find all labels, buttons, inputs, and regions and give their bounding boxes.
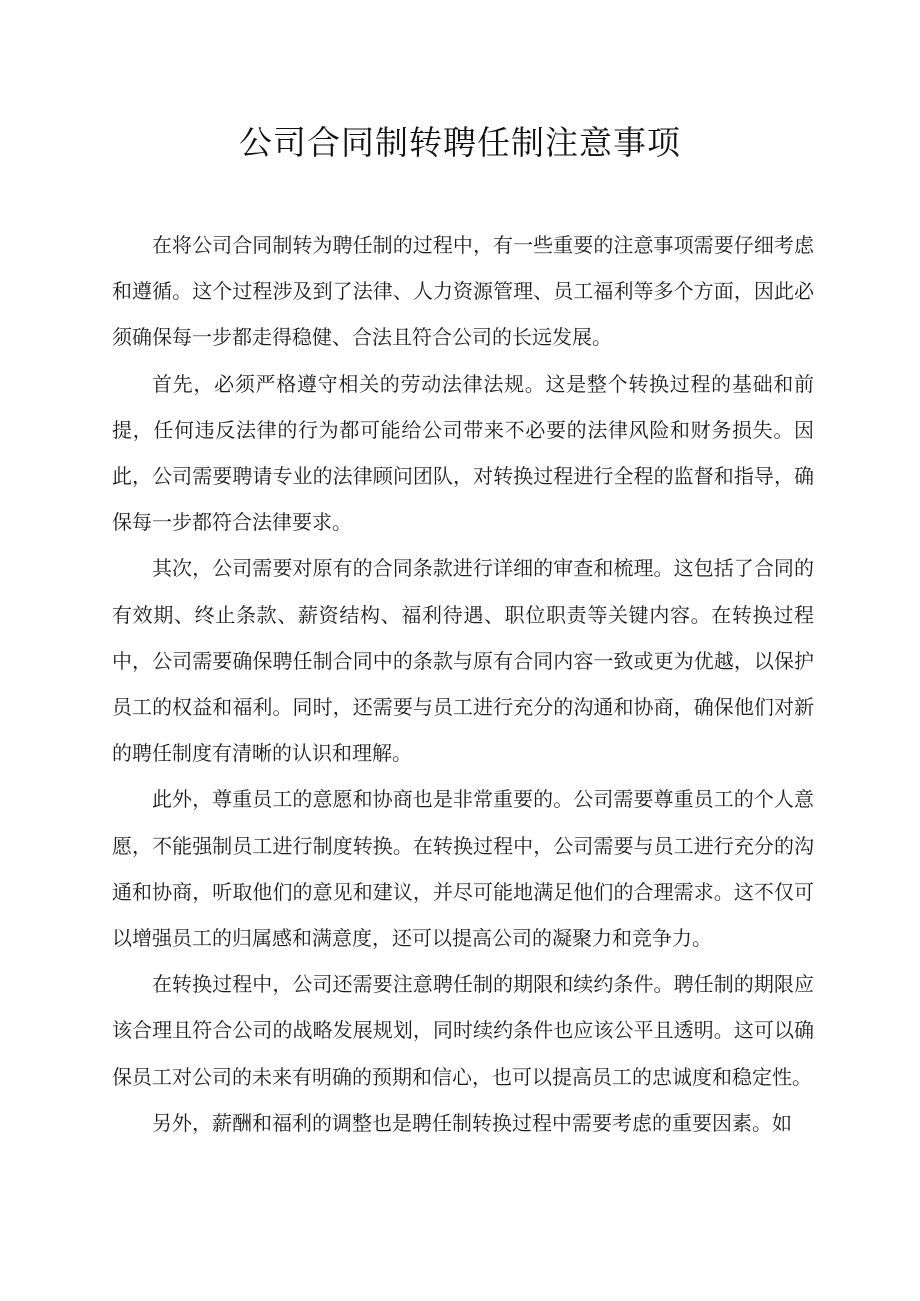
- paragraph-term-renewal: 在转换过程中，公司还需要注意聘任制的期限和续约条件。聘任制的期限应该合理且符合公司的战略发展规划，同时续约条件也应该公平且透明。这可以确保员工对公司的未来有明确的预期和信心，也可以提高员工的忠诚度和稳定性。: [112, 972, 814, 1089]
- document-title: 公司合同制转聘任制注意事项: [239, 123, 681, 162]
- paragraph-contract-review: 其次，公司需要对原有的合同条款进行详细的审查和梳理。这包括了合同的有效期、终止条款、薪资结构、福利待遇、职位职责等关键内容。在转换过程中，公司需要确保聘任制合同中的条款与原有合同内容一致或更为优越，以保护员工的权益和福利。同时，还需要与员工进行充分的沟通和协商，确保他们对新的聘任制度有清晰的认识和理解。: [112, 556, 814, 766]
- document-body: [112, 222, 814, 1146]
- paragraph-legal-compliance: 首先，必须严格遵守相关的劳动法律法规。这是整个转换过程的基础和前提，任何违反法律的行为都可能给公司带来不必要的法律风险和财务损失。因此，公司需要聘请专业的法律顾问团队，对转换过程进行全程的监督和指导，确保每一步都符合法律要求。: [112, 371, 814, 535]
- paragraph-intro: 在将公司合同制转为聘任制的过程中，有一些重要的注意事项需要仔细考虑和遵循。这个过程涉及到了法律、人力资源管理、员工福利等多个方面，因此必须确保每一步都走得稳健、合法且符合公司的长远发展。: [112, 233, 814, 350]
- paragraph-compensation: 另外，薪酬和福利的调整也是聘任制转换过程中需要考虑的重要因素。如: [152, 1110, 792, 1135]
- paragraph-employee-consent: 此外，尊重员工的意愿和协商也是非常重要的。公司需要尊重员工的个人意愿，不能强制员工进行制度转换。在转换过程中，公司需要与员工进行充分的沟通和协商，听取他们的意见和建议，并尽可能地满足他们的合理需求。这不仅可以增强员工的归属感和满意度，还可以提高公司的凝聚力和竞争力。: [112, 787, 814, 951]
